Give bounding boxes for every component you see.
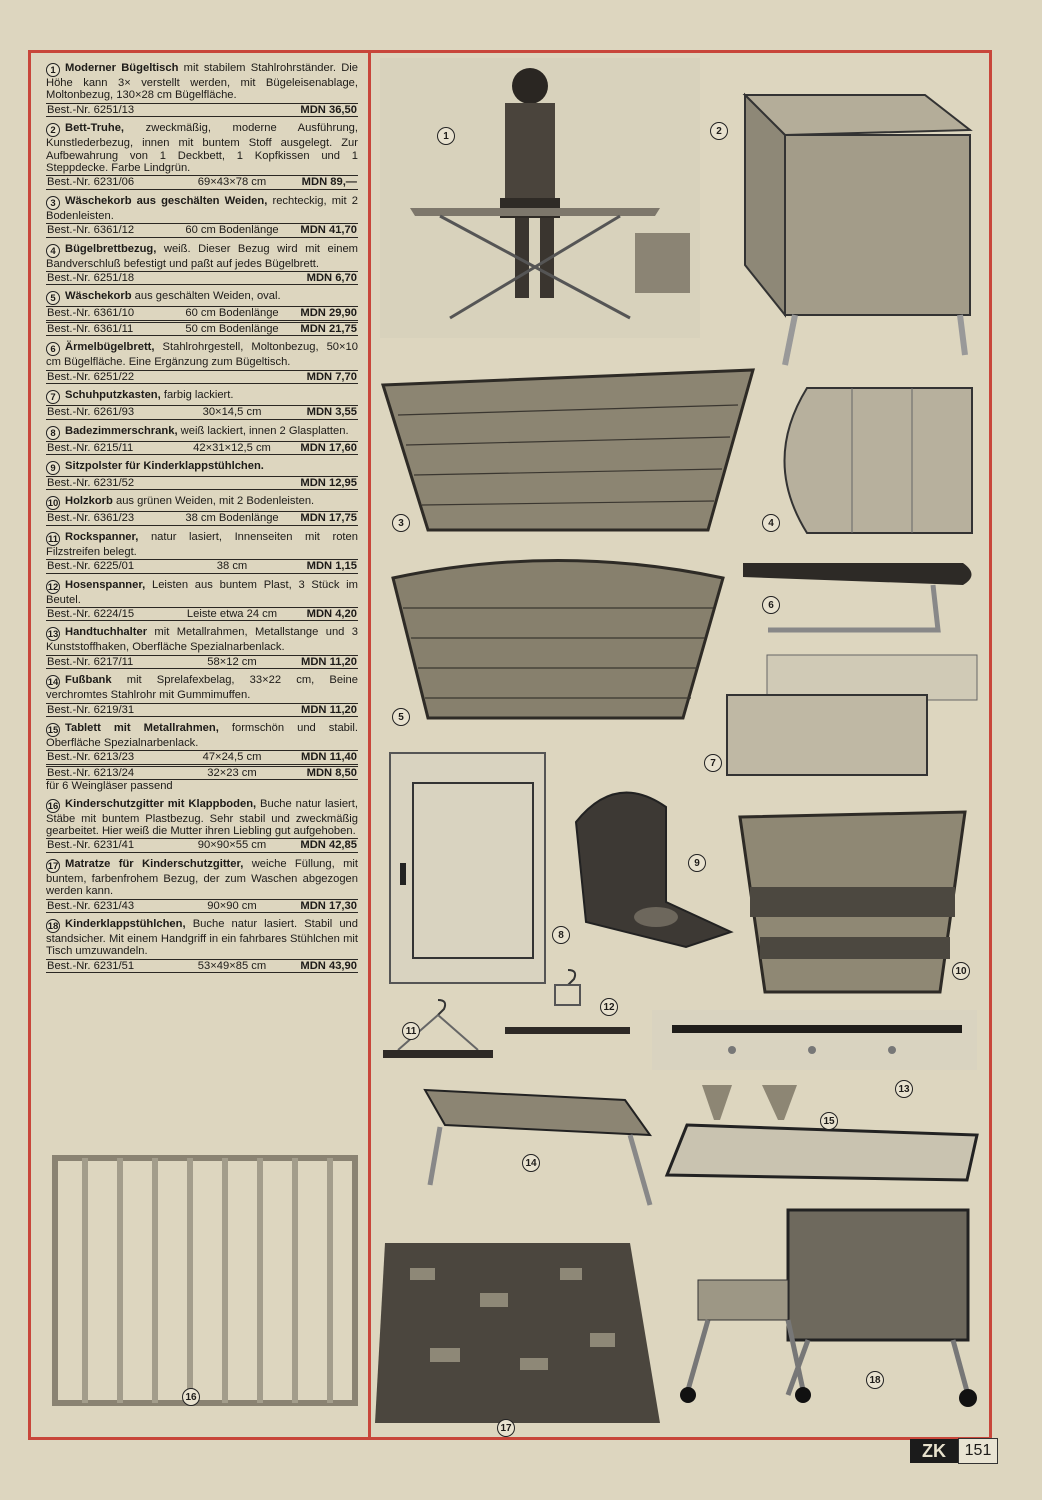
bed-chest-photo (725, 75, 985, 375)
catalog-logo: ZK (910, 1439, 958, 1463)
item-number-badge: 8 (46, 426, 60, 440)
order-row (46, 559, 358, 573)
mattress-photo (370, 1238, 665, 1428)
order-size: 69×43×78 cm (197, 176, 267, 189)
oval-laundry-basket-photo (383, 548, 733, 728)
order-code: Best.-Nr. 6219/31 (47, 703, 135, 716)
order-size (177, 477, 287, 489)
seat-cushion-photo (556, 782, 736, 952)
product-name: Handtuchhalter (65, 626, 148, 639)
image-number-label: 17 (497, 1419, 515, 1437)
order-code: Best.-Nr. 6213/24 (47, 766, 135, 779)
order-row (46, 476, 358, 490)
order-code: Best.-Nr. 6251/22 (47, 370, 135, 383)
product-name: Tablett mit Metallrahmen, (65, 721, 219, 734)
skirt-hanger-photo (378, 995, 498, 1065)
image-number-label: 12 (600, 998, 618, 1016)
image-number-label: 1 (437, 127, 455, 145)
product-entry (46, 531, 358, 574)
image-number-label: 4 (762, 514, 780, 532)
item-number-badge: 5 (46, 291, 60, 305)
order-code: Best.-Nr. 6213/23 (47, 751, 135, 764)
product-description (46, 798, 358, 838)
image-number-label: 15 (820, 1112, 838, 1130)
product-name: Holzkorb (65, 495, 113, 508)
order-price: MDN 4,20 (306, 607, 357, 620)
product-description (46, 122, 358, 174)
product-text: natur lasiert, Innenseiten mit roten Filzstreifen belegt. (46, 530, 358, 558)
image-number-label: 11 (402, 1022, 420, 1040)
product-entry (46, 495, 358, 525)
order-row (46, 441, 358, 455)
product-description (46, 626, 358, 653)
order-price: MDN 43,90 (300, 959, 357, 972)
order-row (46, 405, 358, 419)
order-row (46, 306, 358, 320)
product-description (46, 918, 358, 958)
image-number-label: 16 (182, 1388, 200, 1406)
product-entry (46, 579, 358, 622)
ironing-board-cover-photo (762, 383, 977, 543)
item-number-badge: 1 (46, 63, 60, 77)
product-text: mit stabilem Stahlrohrständer. Die Höhe kann 3× verstellt werden, mit Bügeleisenablage, Moltonbezug, 130×28 cm Bügelfläche. (46, 62, 358, 102)
order-size: 32×23 cm (207, 766, 257, 779)
product-description (46, 460, 358, 475)
product-name: Kinderschutzgitter mit Klappboden, (65, 797, 257, 810)
order-size: 50 cm Bodenlänge (185, 322, 279, 335)
product-text: mit Sprelafexbelag, 33×22 cm, Beine verchromtes Stahlrohr mit Gummimuffen. (46, 674, 358, 702)
product-text: zweckmäßig, moderne Ausführung, Kunstlederbezug, innen mit buntem Stoff ausgelegt. Zur Aufbewahrung von 1 Deckbett, 1 Kopfkissen und 1 Steppdecke. Farbe Lindgrün. (46, 122, 358, 175)
order-price: MDN 11,20 (301, 703, 357, 716)
order-code: Best.-Nr. 6261/93 (47, 406, 135, 419)
order-size (177, 704, 287, 716)
order-price: MDN 41,70 (300, 224, 357, 237)
product-description (46, 531, 358, 558)
folding-child-chair-photo (678, 1200, 978, 1415)
image-number-label: 2 (710, 122, 728, 140)
order-price: MDN 21,75 (300, 322, 357, 335)
item-number-badge: 15 (47, 724, 59, 736)
product-entry (46, 62, 358, 117)
page-footer (910, 1438, 998, 1464)
order-row (46, 223, 358, 237)
order-size: 90×90 cm (207, 899, 257, 912)
order-price: MDN 36,50 (300, 103, 357, 116)
order-price: MDN 17,60 (300, 441, 357, 454)
order-price: MDN 6,70 (306, 272, 357, 285)
product-entry (46, 858, 358, 913)
order-code: Best.-Nr. 6361/23 (47, 512, 135, 525)
product-entry (46, 626, 358, 669)
playpen-photo (45, 1138, 365, 1413)
product-entry (46, 290, 358, 336)
product-entry (46, 798, 358, 853)
order-code: Best.-Nr. 6231/51 (47, 959, 135, 972)
product-name: Hosenspanner, (65, 578, 146, 591)
order-size: Leiste etwa 24 cm (186, 607, 278, 620)
product-name: Sitzpolster für Kinderklappstühlchen. (65, 459, 264, 472)
image-number-label: 18 (866, 1371, 884, 1389)
product-name: Fußbank (65, 674, 112, 687)
order-price: MDN 17,30 (300, 899, 357, 912)
order-code: Best.-Nr. 6361/10 (47, 307, 135, 320)
image-number-label: 13 (895, 1080, 913, 1098)
order-row (46, 899, 358, 913)
rectangular-laundry-basket-photo (378, 345, 758, 540)
order-row (46, 766, 358, 780)
item-number-badge: 2 (46, 123, 60, 137)
product-description (46, 62, 358, 102)
order-size: 30×14,5 cm (202, 406, 262, 419)
product-entry (46, 389, 358, 419)
item-number-badge: 16 (47, 800, 59, 812)
towel-holder-photo (652, 1005, 977, 1075)
order-row (46, 322, 358, 336)
product-description (46, 579, 358, 606)
product-text: aus geschälten Weiden, oval. (131, 290, 281, 303)
product-name: Wäschekorb (65, 290, 132, 303)
order-size: 60 cm Bodenlänge (185, 224, 279, 237)
product-text: formschön und stabil. Oberfläche Spezialnarbenlack. (46, 721, 358, 749)
order-code: Best.-Nr. 6251/18 (47, 272, 135, 285)
wood-basket-photo (735, 802, 970, 997)
item-number-badge: 14 (47, 677, 59, 689)
product-name: Wäschekorb aus geschälten Weiden, (65, 194, 268, 207)
order-code: Best.-Nr. 6231/43 (47, 899, 135, 912)
product-name: Matratze für Kinderschutzgitter, (65, 857, 244, 870)
order-size: 47×24,5 cm (202, 751, 262, 764)
order-size (177, 104, 287, 116)
product-text: weiß. Dieser Bezug wird mit einem Bandverschluß befestigt und paßt auf jedes Bügelbrett. (46, 242, 358, 270)
item-number-badge: 18 (47, 921, 59, 933)
product-text: Buche natur lasiert. Stabil und standsicher. Mit einem Handgriff in ein fahrbares Stühlchen mit Tisch umzuwandeln. (46, 918, 358, 958)
product-text: farbig lackiert. (160, 389, 234, 402)
order-price: MDN 11,40 (301, 751, 357, 764)
order-size (177, 272, 287, 284)
bathroom-cabinet-photo (385, 748, 550, 988)
product-description (46, 722, 358, 749)
order-row (46, 511, 358, 525)
product-name: Moderner Bügeltisch (65, 62, 179, 74)
order-price: MDN 11,20 (301, 655, 357, 668)
image-number-label: 3 (392, 514, 410, 532)
shoe-shine-box-photo (722, 650, 984, 780)
order-code: Best.-Nr. 6361/12 (47, 224, 135, 237)
order-price: MDN 7,70 (306, 370, 357, 383)
order-code: Best.-Nr. 6225/01 (47, 560, 135, 573)
product-name: Bett-Truhe, (65, 122, 125, 135)
image-number-label: 5 (392, 708, 410, 726)
order-row (46, 175, 358, 189)
product-text: weiche Füllung, mit buntem, farbenfrohem Bezug, der zum Waschen abgezogen werden kann. (46, 857, 358, 898)
image-number-label: 9 (688, 854, 706, 872)
serving-tray-photo (662, 1080, 984, 1190)
product-description (46, 495, 358, 510)
product-text: mit Metallrahmen, Metallstange und 3 Kunststoffhaken, Oberfläche Spezialnarbenlack. (46, 626, 358, 654)
ironing-table-photo (380, 58, 700, 338)
image-number-label: 8 (552, 926, 570, 944)
image-number-label: 7 (704, 754, 722, 772)
product-description (46, 243, 358, 270)
product-description (46, 195, 358, 222)
image-number-label: 10 (952, 962, 970, 980)
order-row (46, 370, 358, 384)
product-entry (46, 425, 358, 455)
order-row (46, 750, 358, 764)
order-size: 38 cm (216, 560, 248, 573)
product-text: Stahlrohrgestell, Moltonbezug, 50×10 cm Bügelfläche. Eine Ergänzung zum Bügeltisch. (46, 341, 358, 369)
order-code: Best.-Nr. 6215/11 (47, 441, 134, 454)
product-name: Kinderklappstühlchen, (65, 918, 186, 931)
order-row (46, 655, 358, 669)
order-note: für 6 Weingläser passend (46, 780, 173, 793)
order-code: Best.-Nr. 6224/15 (47, 607, 135, 620)
order-size: 53×49×85 cm (197, 959, 267, 972)
order-row (46, 703, 358, 717)
order-code: Best.-Nr. 6231/52 (47, 476, 135, 489)
order-price: MDN 1,15 (306, 560, 357, 573)
product-name: Bügelbrettbezug, (65, 242, 157, 255)
product-description (46, 674, 358, 701)
item-number-badge: 13 (47, 629, 59, 641)
product-description (46, 425, 358, 440)
order-price: MDN 42,85 (300, 839, 357, 852)
order-code: Best.-Nr. 6251/13 (47, 103, 135, 116)
product-text: weiß lackiert, innen 2 Glasplatten. (177, 424, 349, 437)
product-text: Buche natur lasiert, Stäbe mit buntem Plastbezug. Sehr stabil und zweckmäßig gearbeitet. Hier weiß die Mutter ihren Liebling gut aufgehoben. (46, 797, 358, 837)
product-text: Leisten aus buntem Plast, 3 Stück im Beutel. (46, 578, 358, 606)
order-size: 42×31×12,5 cm (193, 441, 271, 454)
order-code: Best.-Nr. 6217/11 (47, 655, 134, 668)
item-number-badge: 17 (47, 860, 59, 872)
order-row (46, 103, 358, 117)
order-row (46, 607, 358, 621)
order-price: MDN 8,50 (306, 766, 357, 779)
product-text: aus grünen Weiden, mit 2 Bodenleisten. (112, 495, 315, 508)
order-code: Best.-Nr. 6231/06 (47, 176, 135, 189)
item-number-badge: 4 (46, 244, 60, 258)
order-price: MDN 89,— (301, 176, 357, 189)
order-size (177, 371, 287, 383)
product-entry (46, 243, 358, 286)
product-listing (46, 62, 358, 978)
product-entry (46, 122, 358, 190)
product-entry (46, 341, 358, 384)
column-divider (368, 50, 371, 1440)
image-number-label: 14 (522, 1154, 540, 1172)
order-price: MDN 12,95 (300, 476, 357, 489)
item-number-badge: 9 (46, 461, 60, 475)
product-name: Badezimmerschrank, (65, 424, 178, 437)
order-size: 58×12 cm (207, 655, 257, 668)
product-entry (46, 674, 358, 717)
item-number-badge: 3 (46, 196, 60, 210)
order-row (46, 838, 358, 852)
item-number-badge: 12 (47, 581, 59, 593)
product-text: rechteckig, mit 2 Bodenleisten. (46, 194, 358, 222)
product-name: Rockspanner, (65, 530, 139, 543)
product-description (46, 341, 358, 368)
product-description (46, 290, 358, 305)
item-number-badge: 7 (46, 390, 60, 404)
item-number-badge: 10 (47, 498, 59, 510)
order-code: Best.-Nr. 6361/11 (47, 322, 134, 335)
order-size: 90×90×55 cm (197, 839, 267, 852)
product-entry (46, 460, 358, 490)
product-entry (46, 722, 358, 793)
product-entry (46, 918, 358, 973)
product-name: Ärmelbügelbrett, (65, 341, 155, 354)
order-row (46, 959, 358, 973)
product-name: Schuhputzkasten, (65, 389, 161, 402)
image-number-label: 6 (762, 596, 780, 614)
order-row (46, 271, 358, 285)
order-code: Best.-Nr. 6231/41 (47, 839, 135, 852)
page-number: 151 (958, 1438, 998, 1464)
order-price: MDN 3,55 (306, 406, 357, 419)
order-size: 38 cm Bodenlänge (185, 512, 279, 525)
footstool-photo (420, 1085, 660, 1235)
order-price: MDN 17,75 (300, 512, 357, 525)
product-description (46, 858, 358, 898)
product-description (46, 389, 358, 404)
product-entry (46, 195, 358, 238)
item-number-badge: 11 (47, 533, 59, 545)
order-price: MDN 29,90 (300, 307, 357, 320)
item-number-badge: 6 (46, 342, 60, 356)
order-size: 60 cm Bodenlänge (185, 307, 279, 320)
